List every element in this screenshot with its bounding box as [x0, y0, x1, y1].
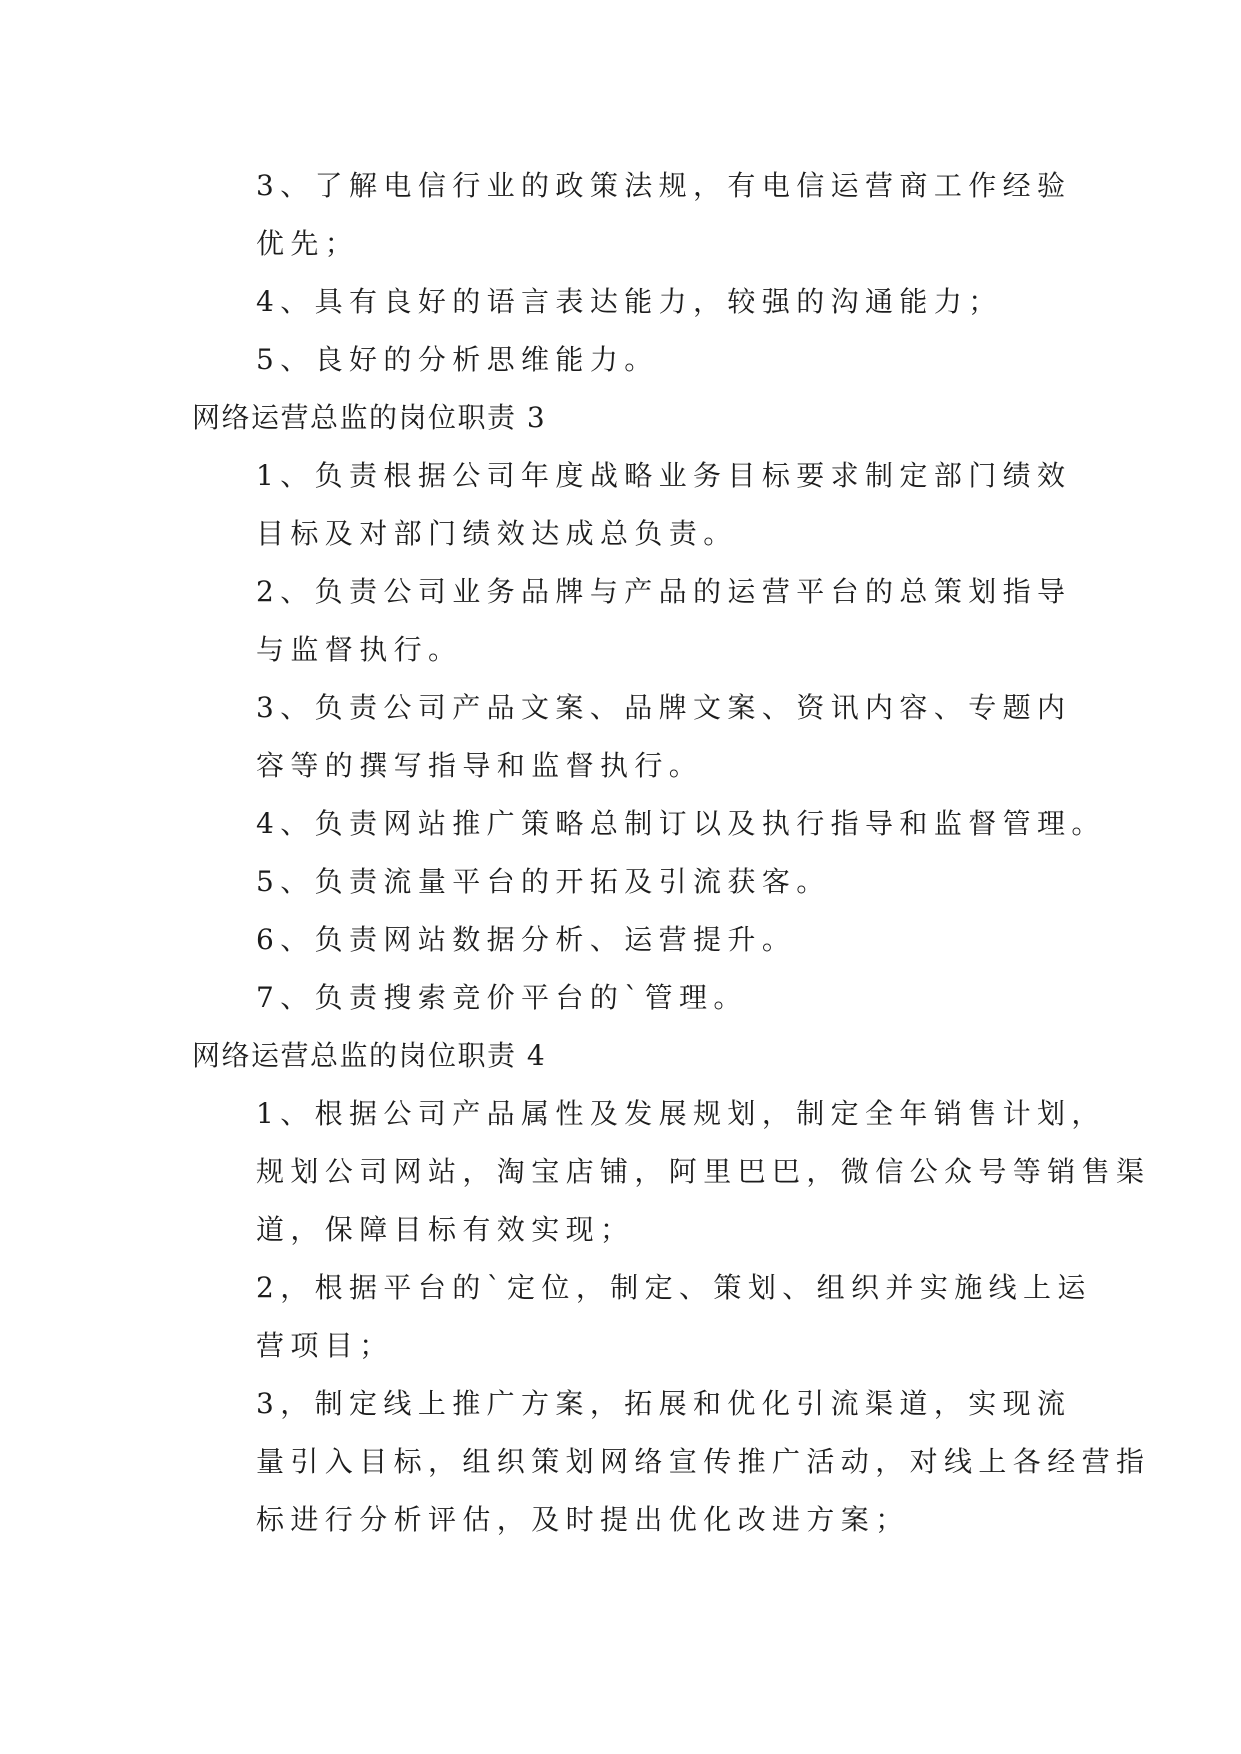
- text-line: 目标及对部门绩效达成总负责。: [256, 517, 738, 550]
- text-line: 4、负责网站推广策略总制订以及执行指导和监督管理。: [256, 807, 1106, 840]
- text-line: 3，制定线上推广方案，拓展和优化引流渠道，实现流: [256, 1387, 1072, 1420]
- text-line: 网络运营总监的岗位职责 3: [192, 401, 547, 434]
- paragraph: [192, 795, 1106, 853]
- text-line: 3、负责公司产品文案、品牌文案、资讯内容、专题内: [256, 691, 1072, 724]
- section-heading: [192, 389, 1072, 447]
- text-line: 1、负责根据公司年度战略业务目标要求制定部门绩效: [256, 459, 1072, 492]
- text-line: 与监督执行。: [256, 633, 463, 666]
- document-body: [192, 157, 1151, 1549]
- paragraph: [192, 1375, 1151, 1549]
- text-line: 5、良好的分析思维能力。: [256, 343, 659, 376]
- text-line: 量引入目标，组织策划网络宣传推广活动，对线上各经营指: [256, 1445, 1151, 1478]
- text-line: 2，根据平台的`定位，制定、策划、组织并实施线上运: [256, 1271, 1092, 1304]
- text-line: 1、根据公司产品属性及发展规划，制定全年销售计划，: [256, 1097, 1106, 1130]
- paragraph: [192, 331, 1072, 389]
- text-line: 3、了解电信行业的政策法规，有电信运营商工作经验: [256, 169, 1072, 202]
- text-line: 2、负责公司业务品牌与产品的运营平台的总策划指导: [256, 575, 1072, 608]
- paragraph: [192, 273, 1072, 331]
- text-line: 优先；: [256, 227, 360, 260]
- paragraph: [192, 157, 1072, 273]
- text-line: 6、负责网站数据分析、运营提升。: [256, 923, 797, 956]
- text-line: 规划公司网站，淘宝店铺，阿里巴巴，微信公众号等销售渠: [256, 1155, 1151, 1188]
- section-heading: [192, 1027, 1072, 1085]
- text-line: 网络运营总监的岗位职责 4: [192, 1039, 547, 1072]
- paragraph: [192, 1085, 1151, 1259]
- paragraph: [192, 969, 1072, 1027]
- paragraph: [192, 1259, 1092, 1375]
- paragraph: [192, 679, 1072, 795]
- paragraph: [192, 911, 1072, 969]
- text-line: 7、负责搜索竞价平台的`管理。: [256, 981, 748, 1014]
- text-line: 5、负责流量平台的开拓及引流获客。: [256, 865, 831, 898]
- text-line: 容等的撰写指导和监督执行。: [256, 749, 704, 782]
- text-line: 4、具有良好的语言表达能力，较强的沟通能力；: [256, 285, 1003, 318]
- text-line: 道，保障目标有效实现；: [256, 1213, 635, 1246]
- paragraph: [192, 853, 1072, 911]
- text-line: 营项目；: [256, 1329, 394, 1362]
- text-line: 标进行分析评估，及时提出优化改进方案；: [256, 1503, 910, 1536]
- paragraph: [192, 563, 1072, 679]
- paragraph: [192, 447, 1072, 563]
